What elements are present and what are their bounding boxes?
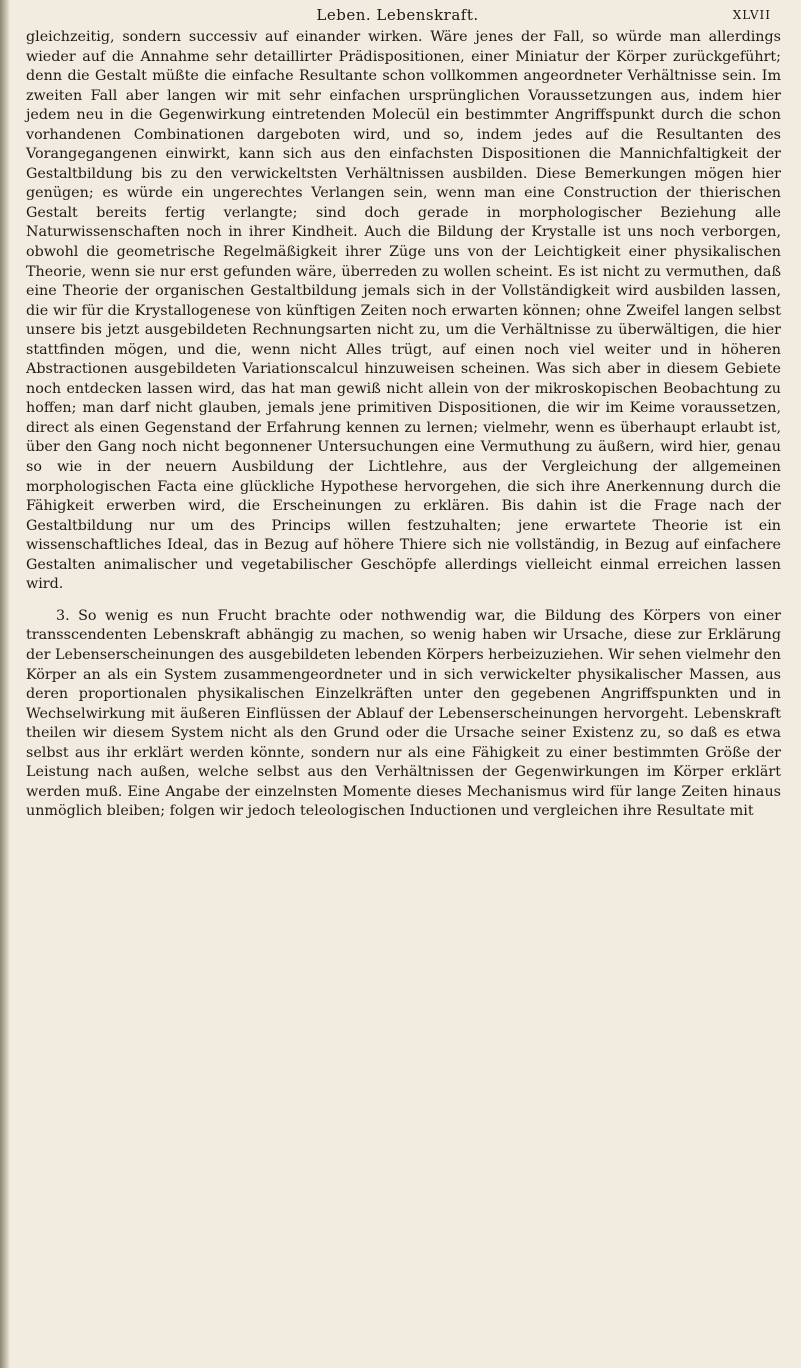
page-number: XLVII <box>732 8 771 22</box>
paragraph-continuation: gleichzeitig, sondern successiv auf einander wirken. Wäre jenes der Fall, so würde man allerdings wieder auf die Annahme sehr detaillirter Prädispositionen, einer Miniatur der Körper zurückgeführt; denn die Gestalt müßte die einfache Resultante schon vollkommen angeordneter Verhältnisse sein. Im zweiten Fall aber langen wir mit sehr einfachen ursprünglichen Voraussetzungen aus, indem hier jedem neu in die Gegenwirkung eintretenden Molecül ein bestimmter Angriffspunkt durch die schon vorhandenen Combinationen dargeboten wird, und so, indem jedes auf die Resultanten des Vorangegangenen einwirkt, kann sich aus den einfachsten Dispositionen die Mannichfaltigkeit der Gestaltbildung bis zu den verwickeltsten Verhältnissen ausbilden. Diese Bemerkungen mögen hier genügen; es würde ein ungerechtes Verlangen sein, wenn man eine Construction der thierischen Gestalt bereits fertig verlangte; sind doch gerade in morphologischer Beziehung alle Naturwissenschaften noch in ihrer Kindheit. Auch die Bildung der Krystalle ist uns noch verborgen, obwohl die geometrische Regelmäßigkeit ihrer Züge uns von der Leichtigkeit einer physikalischen Theorie, wenn sie nur erst gefunden wäre, überreden zu wollen scheint. Es ist nicht zu vermuthen, daß eine Theorie der organischen Gestaltbildung jemals sich in der Vollständigkeit wird ausbilden lassen, die wir für die Krystallogenese von künftigen Zeiten noch erwarten können; ohne Zweifel langen selbst unsere bis jetzt ausgebildeten Rechnungsarten nicht zu, um die Verhältnisse zu überwältigen, die hier stattfinden mögen, und die, wenn nicht Alles trügt, auf einen noch viel weiter und in höheren Abstractionen ausgebildeten Variationscalcul hinzuweisen scheinen. Was sich aber in diesem Gebiete noch entdecken lassen wird, das hat man gewiß nicht allein von der mikroskopischen Beobachtung zu hoffen; man darf nicht glauben, jemals jene primitiven Dispositionen, die wir im Keime voraussetzen, direct als einen Gegenstand der Erfahrung kennen zu lernen; vielmehr, wenn es überhaupt erlaubt ist, über den Gang noch nicht begonnener Untersuchungen eine Vermuthung zu äußern, wird hier, genau so wie in der neuern Ausbildung der Lichtlehre, aus der Vergleichung der allgemeinen morphologischen Facta eine glückliche Hypothese hervorgehen, die sich ihre Anerkennung durch die Fähigkeit erwerben wird, die Erscheinungen zu erklären. Bis dahin ist die Frage nach der Gestaltbildung nur um des Princips willen festzuhalten; jene erwartete Theorie ist ein wissenschaftliches Ideal, das in Bezug auf höhere Thiere sich nie vollständig, in Bezug auf einfachere Gestalten animalischer und vegetabilischer Geschöpfe allerdings vielleicht einmal erreichen lassen wird. <box>26 29 781 593</box>
paragraph-section-3: 3. So wenig es nun Frucht brachte oder nothwendig war, die Bildung des Körpers von einer transscendenten Lebenskraft abhängig zu machen, so wenig haben wir Ursache, diese zur Erklärung der Lebenserscheinungen des ausgebildeten lebenden Körpers herbeizuziehen. Wir sehen vielmehr den Körper an als ein System zusammengeordneter und in sich verwickelter physikalischer Massen, aus deren proportionalen physikalischen Einzelkräften unter den gegebenen Angriffspunkten und in Wechselwirkung mit äußeren Einflüssen der Ablauf der Lebenserscheinungen hervorgeht. Lebenskraft theilen wir diesem System nicht als den Grund oder die Ursache seiner Existenz zu, so daß es etwa selbst aus ihr erklärt werden könnte, sondern nur als eine Fähigkeit zu einer bestimmten Größe der Leistung nach außen, welche selbst aus den Verhältnissen der Gegenwirkungen im Körper erklärt werden muß. Eine Angabe der einzelnsten Momente dieses Mechanismus wird für lange Zeiten hinaus unmöglich bleiben; folgen wir jedoch teleologischen Inductionen und vergleichen ihre Resultate mit <box>26 607 781 820</box>
running-title: Leben. Lebenskraft. <box>316 6 479 24</box>
running-header <box>24 6 771 28</box>
binding-shadow <box>0 0 10 1368</box>
page-body <box>26 28 781 822</box>
